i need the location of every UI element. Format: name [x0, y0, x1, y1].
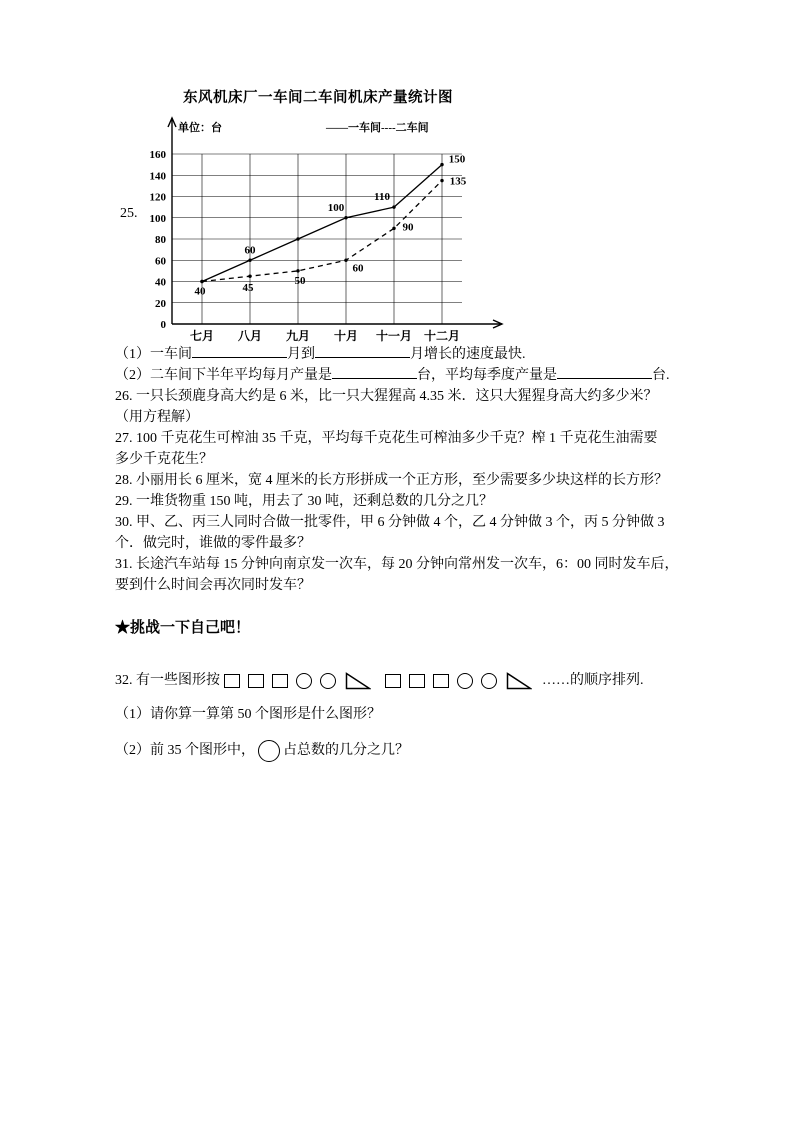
svg-text:60: 60	[352, 262, 364, 275]
svg-text:——一车间----二车间: ——一车间----二车间	[326, 122, 429, 134]
question-29-line-1: 29. 一堆货物重 150 吨，用去了 30 吨，还剩总数的几分之几？	[115, 494, 493, 509]
q32-sub2-pre: （2）前 35 个图形中，	[115, 743, 255, 758]
svg-text:单位：台: 单位：台	[178, 122, 222, 134]
svg-text:110: 110	[374, 191, 390, 204]
square-shape	[248, 674, 264, 688]
svg-text:八月: 八月	[237, 329, 263, 343]
question-26-line-1: 26. 一只长颈鹿身高大约是 6 米，比一只大猩猩高 4.35 米．这只大猩猩身高大约多少米？	[115, 389, 658, 404]
svg-text:135: 135	[449, 175, 467, 188]
q25-sub1-blank-2	[315, 344, 410, 358]
circle-shape	[457, 673, 473, 689]
shape-sequence	[220, 673, 542, 688]
circle-shape	[296, 673, 312, 689]
question-31-line-2: 要到什么时间会再次同时发车？	[115, 578, 311, 593]
svg-text:160: 160	[149, 149, 166, 161]
question-30-line-2: 个．做完时，谁做的零件最多？	[115, 536, 311, 551]
square-shape	[272, 674, 288, 688]
svg-text:80: 80	[155, 234, 166, 246]
chart-title: 东风机床厂一车间二车间机床产量统计图	[183, 90, 453, 106]
svg-text:九月: 九月	[285, 329, 311, 343]
svg-text:100: 100	[149, 212, 166, 225]
circle-shape	[481, 673, 497, 689]
square-shape	[409, 674, 425, 688]
svg-text:120: 120	[149, 191, 166, 204]
svg-text:40: 40	[155, 276, 166, 289]
question-32-line	[115, 666, 715, 696]
triangle-shape	[345, 672, 371, 690]
q25-sub2-blank-2	[557, 365, 652, 379]
q32-prefix: 32. 有一些图形按	[115, 673, 220, 688]
svg-text:60: 60	[155, 255, 166, 268]
svg-text:七月: 七月	[189, 329, 215, 343]
svg-text:十月: 十月	[333, 329, 359, 343]
q32-sub1: （1）请你算一算第 50 个图形是什么图形？	[115, 707, 381, 722]
circle-shape	[258, 740, 280, 762]
svg-text:20: 20	[155, 297, 166, 310]
svg-text:100: 100	[327, 201, 345, 214]
q25-sub1	[115, 344, 715, 365]
q25-sub1-pre: （1）一车间	[115, 347, 192, 362]
svg-text:140: 140	[149, 170, 166, 183]
q25-sub2-blank-1	[332, 365, 417, 379]
triangle-shape	[506, 672, 532, 690]
svg-text:十二月: 十二月	[423, 329, 461, 343]
square-shape	[433, 674, 449, 688]
circle-shape	[320, 673, 336, 689]
q32-suffix: ……的顺序排列.	[542, 673, 644, 688]
question-30-line-1: 30. 甲、乙、丙三人同时合做一批零件，甲 6 分钟做 4 个，乙 4 分钟做 3 个，丙 5 分钟做 3	[115, 515, 665, 530]
svg-text:90: 90	[402, 221, 414, 234]
q25-sub2-pre: （2）二车间下半年平均每月产量是	[115, 368, 332, 383]
q25-sub2-mid: 台，平均每季度产量是	[417, 368, 557, 383]
q25-sub2-post: 台.	[652, 368, 670, 383]
q25-sub1-post: 月增长的速度最快.	[410, 347, 526, 362]
square-shape	[385, 674, 401, 688]
question-31-line-1: 31. 长途汽车站每 15 分钟向南京发一次车，每 20 分钟向常州发一次车，6：00 同时发车后，	[115, 557, 679, 572]
q25-sub2	[115, 365, 715, 386]
questions-block	[115, 344, 715, 764]
svg-text:60: 60	[244, 244, 256, 257]
svg-text:40: 40	[194, 285, 206, 298]
q32-sub2	[115, 738, 715, 764]
q32-sub2-post: 占总数的几分之几？	[283, 743, 409, 758]
svg-text:50: 50	[294, 274, 306, 287]
svg-text:十一月: 十一月	[375, 329, 413, 343]
q25-sub1-blank-1	[192, 344, 287, 358]
svg-text:150: 150	[448, 153, 466, 166]
q25-sub1-mid: 月到	[287, 347, 315, 362]
production-line-chart	[126, 104, 526, 364]
svg-text:0: 0	[160, 319, 166, 331]
square-shape	[224, 674, 240, 688]
svg-text:45: 45	[242, 282, 254, 295]
question-25-number: 25.	[120, 206, 138, 221]
question-26-line-2: （用方程解）	[115, 410, 199, 425]
question-27-line-1: 27. 100 千克花生可榨油 35 千克，平均每千克花生可榨油多少千克？榨 1 千克花生油需要	[115, 431, 658, 446]
question-27-line-2: 多少千克花生？	[115, 452, 213, 467]
challenge-heading: ★挑战一下自己吧！	[115, 620, 251, 636]
question-28-line-1: 28. 小丽用长 6 厘米，宽 4 厘米的长方形拼成一个正方形，至少需要多少块这样的长方形？	[115, 473, 668, 488]
